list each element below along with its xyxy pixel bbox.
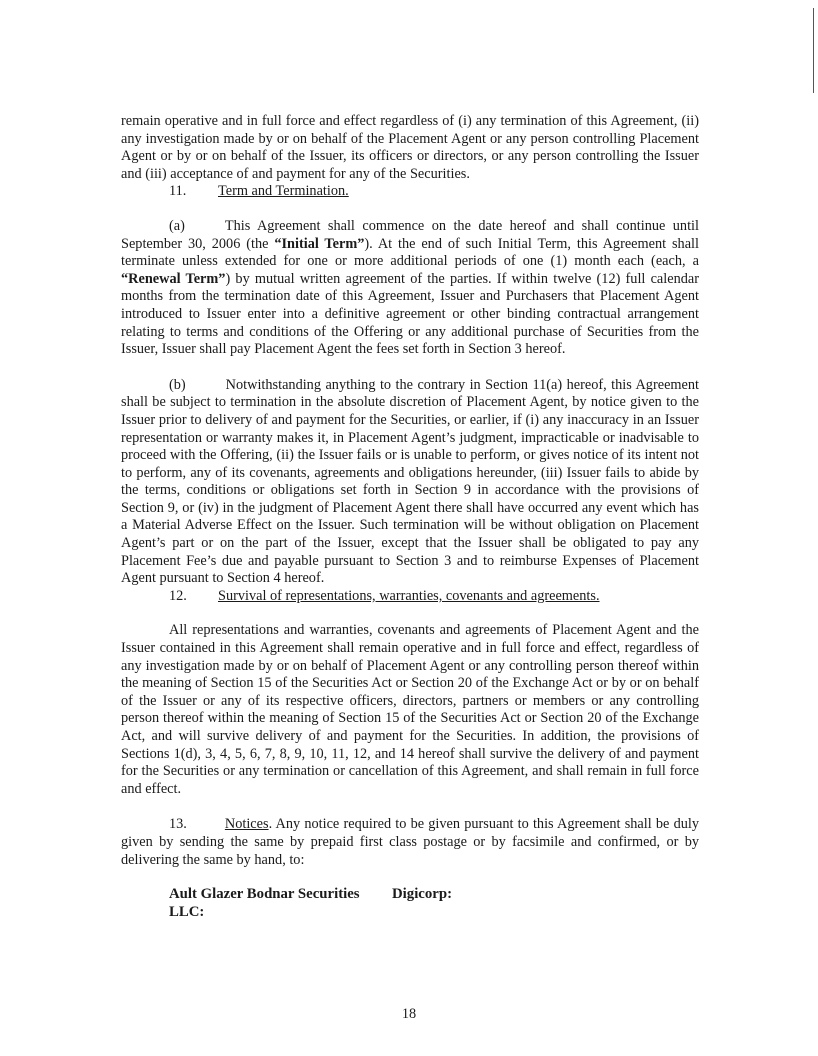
defined-term-renewal: “Renewal Term” (121, 270, 226, 287)
continuation-paragraph: remain operative and in full force and effect regardless of (i) any termination of this Agreement, (ii) any investigation made by or on behalf of the Placement Agent or any person controlling Placement Agent or by or on behalf of the Issuer, its officers or directors, or any person controlling the Issuer and (iii) acceptance of and payment for any of the Securities. (121, 113, 699, 182)
page-number: 18 (401, 1006, 417, 1022)
section-13-paragraph (121, 816, 699, 869)
section-number: 13. (169, 816, 187, 833)
para-label: (b) (169, 376, 186, 393)
section-12-paragraph: All representations and warranties, covenants and agreements of Placement Agent and the Issuer contained in this Agreement shall remain operative and in full force and effect, regardless of any investigation made by or on behalf of Placement Agent or any controlling person thereof within the meaning of Section 15 of the Securities Act or Section 20 of the Exchange Act or by or on behalf of the Issuer or any of its respective officers, directors, partners or members or any controlling person thereof within the meaning of Section 15 of the Securities Act or Section 20 of the Exchange Act, and will survive delivery of and payment for the Securities. In addition, the provisions of Sections 1(d), 3, 4, 5, 6, 7, 8, 9, 10, 11, 12, and 14 hereof shall survive the delivery of and payment for the Securities or any termination or cancellation of this Agreement, and shall remain in full force and effect. (121, 622, 699, 797)
section-11-para-a (121, 218, 699, 359)
section-number: 12. (169, 587, 187, 604)
para-text: . Any notice required to be given pursuant to this Agreement shall be duly given by sending the same by prepaid first class postage or by facsimile and confirmed, or by delivering the same by hand, to: (121, 816, 699, 868)
para-text: Notwithstanding anything to the contrary in Section 11(a) hereof, this Agreement shall be subject to termination in the absolute discretion of Placement Agent, by notice given to the Issuer prior to delivery of and payment for the Securities, or earlier, if (i) any inaccuracy in an Issuer representation or warranty makes it, in Placement Agent’s judgment, impracticable or inadvisable to proceed with the Offering, (ii) the Issuer fails or is unable to perform, or gives notice of its intent not to perform, any of its covenants, agreements and obligations hereunder, (iii) Issuer fails to abide by the terms, conditions or obligations set forth in Section 9 in accordance with the provisions of Section 9, or (iv) in the judgment of Placement Agent there shall have occurred any event which has a Material Adverse Effect on the Issuer. Such termination will be without obligation on Placement Agent’s part or on the part of the Issuer, except that the Issuer shall be obligated to pay any Placement Fee’s due and payable pursuant to Section 3 and to reimburse Expenses of Placement Agent pursuant to Section 4 hereof. (121, 376, 699, 587)
para-text: ). At the end of such Initial Term, this Agreement shall terminate unless extended for one or more additional periods of one (1) month each (each, a (121, 235, 699, 270)
party-issuer: Digicorp: (392, 886, 452, 903)
section-title: Survival of representations, warranties, covenants and agreements. (218, 587, 600, 604)
para-text: This Agreement shall commence on the date hereof and shall continue until September 30, 2006 (the (121, 217, 699, 252)
party-placement-agent: Ault Glazer Bodnar Securities LLC: (169, 886, 360, 920)
section-title: Term and Termination. (218, 183, 349, 200)
notice-parties (121, 886, 699, 921)
document-page (121, 113, 699, 921)
section-title: Notices (224, 816, 269, 833)
section-11-para-b (121, 377, 699, 588)
section-11-heading (121, 183, 699, 201)
section-number: 11. (169, 183, 187, 200)
section-12-heading (121, 588, 699, 606)
para-text: ) by mutual written agreement of the parties. If within twelve (12) full calendar months from the termination date of this Agreement, Issuer and Purchasers that Placement Agent introduced to Issuer enter into a definitive agreement or other binding contractual arrangement relating to terms and conditions of the Offering or any additional purchase of Securities from the Issuer, Issuer shall pay Placement Agent the fees set forth in Section 3 hereof. (121, 270, 699, 358)
scan-edge-line (813, 8, 814, 93)
defined-term-initial: “Initial Term” (274, 235, 365, 252)
para-label: (a) (169, 217, 185, 234)
